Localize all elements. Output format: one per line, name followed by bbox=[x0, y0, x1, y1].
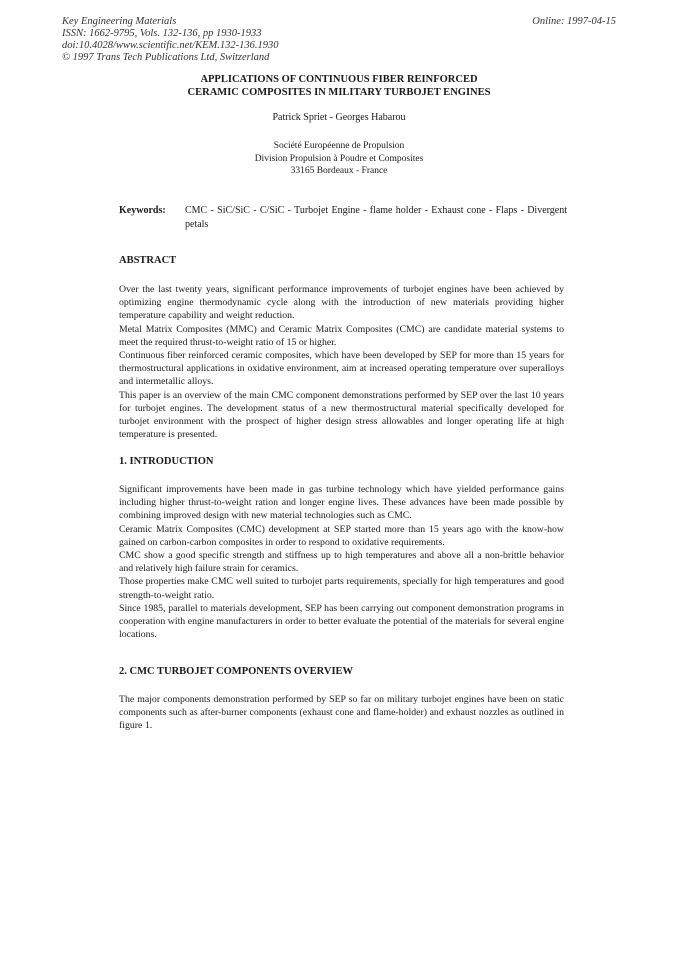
authors: Patrick Spriet - Georges Habarou bbox=[272, 112, 406, 123]
introduction-paragraph: CMC show a good specific strength and stiffness up to high temperatures and above all a non-brittle behavior and relatively high failure strain for ceramics. bbox=[119, 550, 564, 575]
abstract-paragraph: This paper is an overview of the main CMC component demonstrations performed by SEP over the last 10 years for turbojet engines. The development status of a new thermostructural material specifically developed for turbojet environment with the prospect of higher design stress allowables and longer operating life at high temperature is presented. bbox=[119, 389, 564, 441]
title-line-1: APPLICATIONS OF CONTINUOUS FIBER REINFORCED bbox=[200, 74, 478, 85]
introduction-paragraph: Since 1985, parallel to materials development, SEP has been carrying out component demonstration programs in cooperation with engine manufacturers in order to better evaluate the potential of the materials for several engine locations. bbox=[119, 602, 564, 641]
affiliation-org: Société Européenne de Propulsion bbox=[273, 141, 405, 151]
affiliation bbox=[0, 140, 678, 178]
overview-body bbox=[119, 693, 564, 733]
online-date: Online: 1997-04-15 bbox=[532, 16, 616, 27]
introduction-paragraph: Those properties make CMC well suited to turbojet parts requirements, specially for high temperatures and good strength-to-weight ratio. bbox=[119, 576, 564, 601]
issn-line: ISSN: 1662-9795, Vols. 132-136, pp 1930-1933 bbox=[62, 28, 262, 39]
affiliation-division: Division Propulsion à Poudre et Composites bbox=[254, 153, 424, 164]
introduction-body bbox=[119, 483, 564, 641]
copyright-line: © 1997 Trans Tech Publications Ltd, Switzerland bbox=[62, 52, 270, 63]
abstract-paragraph: Metal Matrix Composites (MMC) and Ceramic Matrix Composites (CMC) are candidate material systems to meet the required thrust-to-weight ratio of 15 or higher. bbox=[119, 323, 564, 348]
introduction-paragraph: Significant improvements have been made in gas turbine technology which have yielded performance gains including higher thrust-to-weight ration and longer engine lives. These advances have been made possible by combining improved design with new material technologies such as CMC. bbox=[119, 484, 564, 522]
affiliation-address: 33165 Bordeaux - France bbox=[290, 166, 388, 176]
overview-heading: 2. CMC TURBOJET COMPONENTS OVERVIEW bbox=[119, 666, 354, 677]
abstract-paragraph: Continuous fiber reinforced ceramic composites, which have been developed by SEP for more than 15 years for thermostructural applications in oxidative environment, aim at increased operating temperature over superalloys and intermetallic alloys. bbox=[119, 350, 564, 388]
introduction-paragraph: Ceramic Matrix Composites (CMC) development at SEP started more than 15 years ago with the know-how gained on carbon-carbon composites in order to respond to oxidative requirements. bbox=[119, 523, 564, 548]
paper-title bbox=[0, 73, 678, 99]
keywords-label: Keywords: bbox=[119, 205, 166, 216]
doi-line: doi:10.4028/www.scientific.net/KEM.132-136.1930 bbox=[62, 40, 279, 51]
title-line-2: CERAMIC COMPOSITES IN MILITARY TURBOJET ENGINES bbox=[187, 87, 491, 98]
abstract-body bbox=[119, 283, 564, 441]
overview-paragraph: The major components demonstration performed by SEP so far on military turbojet engines have been on static components such as after-burner components (exhaust cone and flame-holder) and exhaust nozzles as outlined in figure 1. bbox=[119, 694, 564, 732]
keywords bbox=[119, 204, 567, 232]
keywords-text: CMC - SiC/SiC - C/SiC - Turbojet Engine - flame holder - Exhaust cone - Flaps - Divergent petals bbox=[185, 205, 567, 230]
introduction-heading: 1. INTRODUCTION bbox=[119, 456, 214, 467]
publication-info bbox=[62, 16, 279, 64]
abstract-paragraph: Over the last twenty years, significant performance improvements of turbojet engines have been achieved by optimizing engine thermodynamic cycle along with the introduction of new materials providing higher temperature capability and weight reduction. bbox=[119, 284, 564, 322]
journal-name: Key Engineering Materials bbox=[62, 16, 177, 27]
abstract-heading: ABSTRACT bbox=[119, 255, 177, 266]
